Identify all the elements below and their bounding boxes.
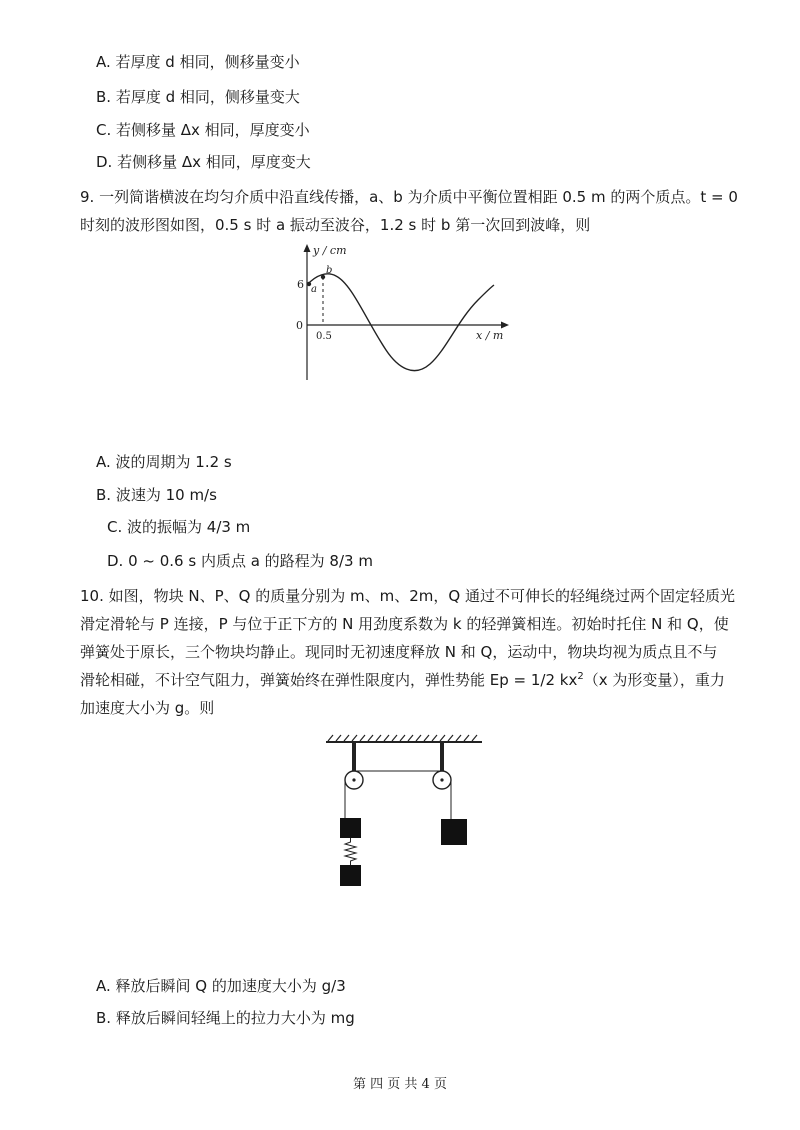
q8-option-c: C. 若侧移量 Δx 相同，厚度变小: [96, 121, 310, 139]
pulley-diagram: [320, 732, 490, 892]
q9-option-b: B. 波速为 10 m/s: [96, 486, 217, 504]
block-q: [441, 819, 467, 845]
y-axis-arrow: [304, 244, 311, 252]
page-footer: 第 四 页 共 4 页: [353, 1077, 447, 1092]
q10-stem-line-4-main: 滑轮相碰，不计空气阻力，弹簧始终在弹性限度内，弹性势能 Ep = 1/2 kx: [80, 671, 578, 689]
q10-stem-line-5: 加速度大小为 g。则: [80, 699, 215, 717]
point-b-marker: [321, 275, 325, 279]
q9-option-c: C. 波的振幅为 4/3 m: [107, 518, 251, 536]
q10-stem-line-1: 10. 如图，物块 N、P、Q 的质量分别为 m、m、2m，Q 通过不可伸长的轻绳绕过两个固定轻质光: [80, 587, 735, 605]
q8-option-b: B. 若厚度 d 相同，侧移量变大: [96, 88, 300, 106]
point-a-label: a: [311, 284, 317, 295]
spring: [345, 838, 356, 865]
wave-graph: [280, 240, 520, 390]
y-tick-label: 6: [297, 278, 304, 291]
x-axis-arrow: [501, 322, 509, 329]
x-axis-label: x / m: [476, 329, 504, 342]
ceiling-hatch: [326, 735, 482, 742]
q10-superscript: 2: [577, 671, 584, 682]
x-tick-label: 0.5: [316, 331, 332, 342]
block-n: [340, 865, 361, 886]
q10-stem-line-4: [80, 670, 725, 690]
q8-option-d: D. 若侧移量 Δx 相同，厚度变大: [96, 153, 311, 171]
q9-option-a: A. 波的周期为 1.2 s: [96, 453, 232, 471]
q9-stem-line-1: 9. 一列简谐横波在均匀介质中沿直线传播，a、b 为介质中平衡位置相距 0.5 m 的两个质点。t = 0: [80, 188, 738, 206]
q10-stem-line-2: 滑定滑轮与 P 连接，P 与位于正下方的 N 用劲度系数为 k 的轻弹簧相连。初始时托住 N 和 Q，使: [80, 615, 729, 633]
q10-option-a: A. 释放后瞬间 Q 的加速度大小为 g/3: [96, 977, 346, 995]
block-p: [340, 818, 361, 838]
q10-option-b: B. 释放后瞬间轻绳上的拉力大小为 mg: [96, 1009, 355, 1027]
q9-stem-line-2: 时刻的波形图如图，0.5 s 时 a 振动至波谷，1.2 s 时 b 第一次回到波峰，则: [80, 216, 591, 234]
y-axis-label: y / cm: [313, 244, 347, 257]
q8-option-a: A. 若厚度 d 相同，侧移量变小: [96, 53, 300, 71]
wave-curve: [307, 274, 494, 371]
q10-stem-line-4-tail: （x 为形变量），重力: [583, 671, 725, 689]
point-b-label: b: [326, 265, 333, 276]
q10-stem-line-3: 弹簧处于原长，三个物块均静止。现同时无初速度释放 N 和 Q，运动中，物块均视为质点且不与: [80, 643, 718, 661]
q9-option-d: D. 0 ~ 0.6 s 内质点 a 的路程为 8/3 m: [107, 552, 373, 570]
origin-label: 0: [296, 319, 303, 332]
